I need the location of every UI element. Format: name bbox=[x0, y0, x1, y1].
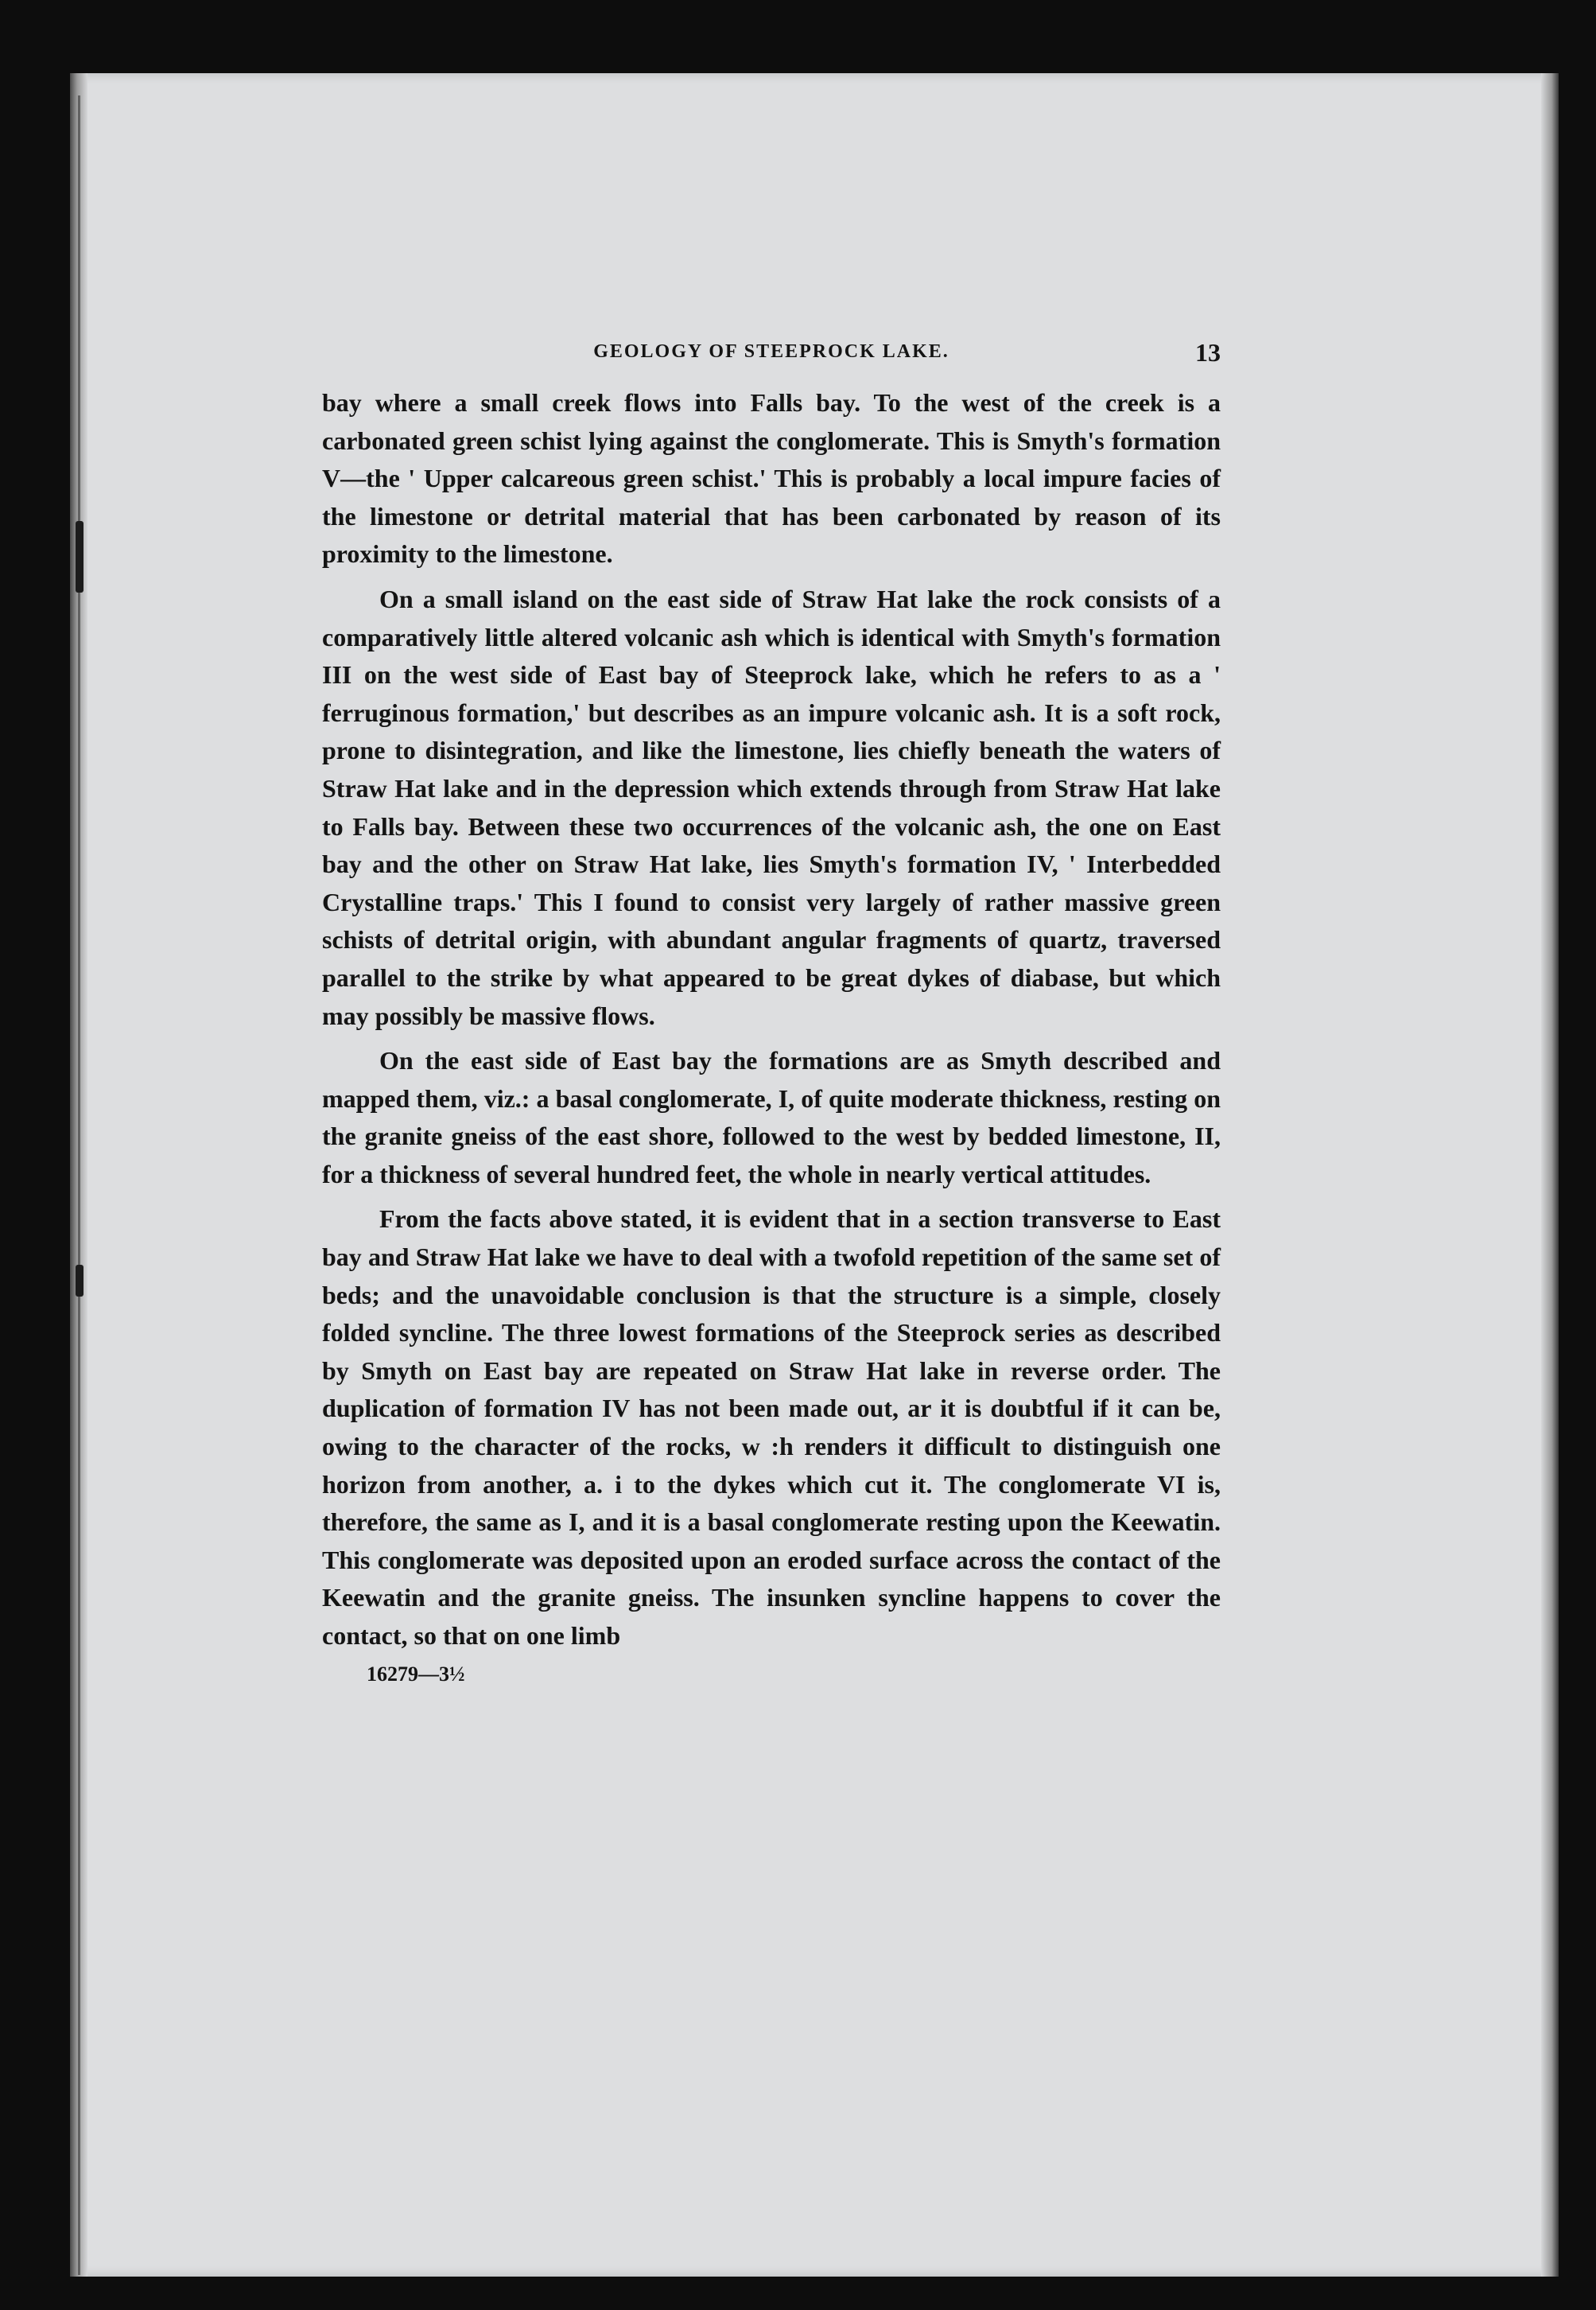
paragraph: From the facts above stated, it is evident that in a section transverse to East bay and Straw Hat lake we have to deal with a twofold repetition of the same set of beds; and the unavoidable conclusion is that the structure is a simple, closely folded syncline. The three lowest formations of the Steeprock series as described by Smyth on East bay are repeated on Straw Hat lake in reverse order. The duplication of formation IV has not been made out, ar it is doubtful if it can be, owing to the character of the rocks, w :h renders it difficult to distinguish one horizon from another, a. i to the dykes which cut it. The conglomerate VI is, therefore, the same as I, and it is a basal conglomerate resting upon the Keewatin. This conglomerate was deposited upon an eroded surface across the contact of the Keewatin and the granite gneiss. The insunken syncline happens to cover the contact, so that on one limb bbox=[322, 1204, 1221, 1650]
paragraph: On the east side of East bay the formations are as Smyth described and mapped them, viz.: a basal conglomerate, I, of quite moderate thickness, resting on the granite gneiss of the east shore, followed to the west by bedded limestone, II, for a thickness of several hundred feet, the whole in nearly vertical attitudes. bbox=[322, 1046, 1221, 1188]
binding-edge bbox=[78, 95, 80, 2275]
binding-mark bbox=[76, 521, 83, 593]
paragraph: On a small island on the east side of Straw Hat lake the rock consists of a comparatively little altered volcanic ash which is identical with Smyth's formation III on the west side of East bay of Steeprock lake, which he refers to as a ' ferruginous formation,' but describes as an impure volcanic ash. It is a soft rock, prone to disintegration, and like the limestone, lies chiefly beneath the waters of Straw Hat lake and in the depression which extends through from Straw Hat lake to Falls bay. Between these two occurrences of the volcanic ash, the one on East bay and the other on Straw Hat lake, lies Smyth's formation IV, ' Interbedded Crystalline traps.' This I found to consist very largely of rather massive green schists of detrital origin, with abundant angular fragments of quartz, traversed parallel to the strike by what appeared to be great dykes of diabase, but which may possibly be massive flows. bbox=[322, 584, 1221, 1030]
page-edge-shadow bbox=[1541, 73, 1559, 2277]
page-text bbox=[322, 338, 1221, 1686]
page-number: 13 bbox=[1195, 338, 1221, 367]
running-title: GEOLOGY OF STEEPROCK LAKE. bbox=[593, 341, 949, 362]
running-head bbox=[322, 338, 1221, 378]
paragraph-continued: bay where a small creek flows into Falls bay. To the west of the creek is a carbonated green schist lying against the conglomerate. This is Smyth's formation V—the ' Upper calcareous green schist.' This is probably a local impure facies of the limestone or detrital material that has been carbonated by reason of its proximity to the limestone. bbox=[322, 388, 1221, 569]
printer-signature-mark: 16279—3½ bbox=[367, 1662, 465, 1686]
binding-mark bbox=[76, 1265, 83, 1297]
